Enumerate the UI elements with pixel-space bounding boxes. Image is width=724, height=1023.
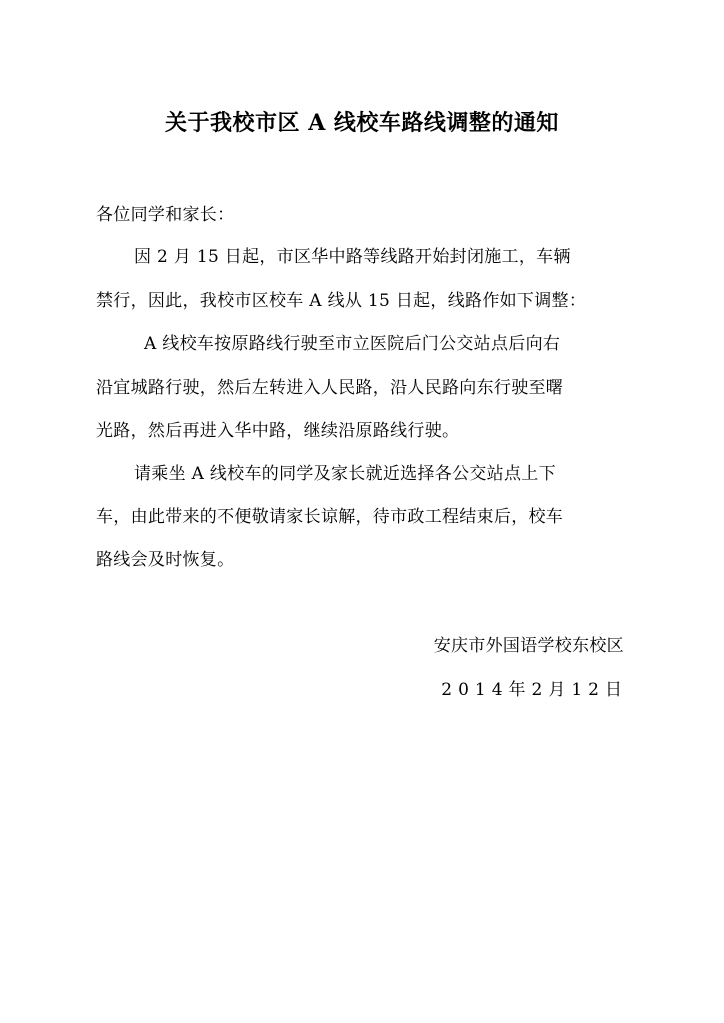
greeting: 各位同学和家长：	[96, 205, 235, 225]
paragraph1-line1: 因 2 月 15 日起，市区华中路等线路开始封闭施工，车辆	[134, 247, 571, 267]
notice-title: 关于我校市区 A 线校车路线调整的通知	[165, 110, 559, 136]
paragraph2-line3: 光路，然后再进入华中路，继续沿原路线行驶。	[96, 421, 460, 441]
paragraph1-line2: 禁行，因此，我校市区校车 A 线从 15 日起，线路作如下调整：	[96, 291, 587, 311]
paragraph3-line2: 车，由此带来的不便敬请家长谅解，待市政工程结束后，校车	[96, 507, 564, 527]
paragraph3-line3: 路线会及时恢复。	[96, 550, 235, 570]
paragraph2-line2: 沿宜城路行驶，然后左转进入人民路，沿人民路向东行驶至曙	[96, 378, 564, 398]
paragraph2-line1: A 线校车按原路线行驶至市立医院后门公交站点后向右	[144, 334, 561, 354]
paragraph3-line1: 请乘坐 A 线校车的同学及家长就近选择各公交站点上下	[134, 464, 556, 484]
signature-school: 安庆市外国语学校东校区	[433, 636, 624, 656]
signature-date: 2014年2月12日	[441, 680, 628, 700]
